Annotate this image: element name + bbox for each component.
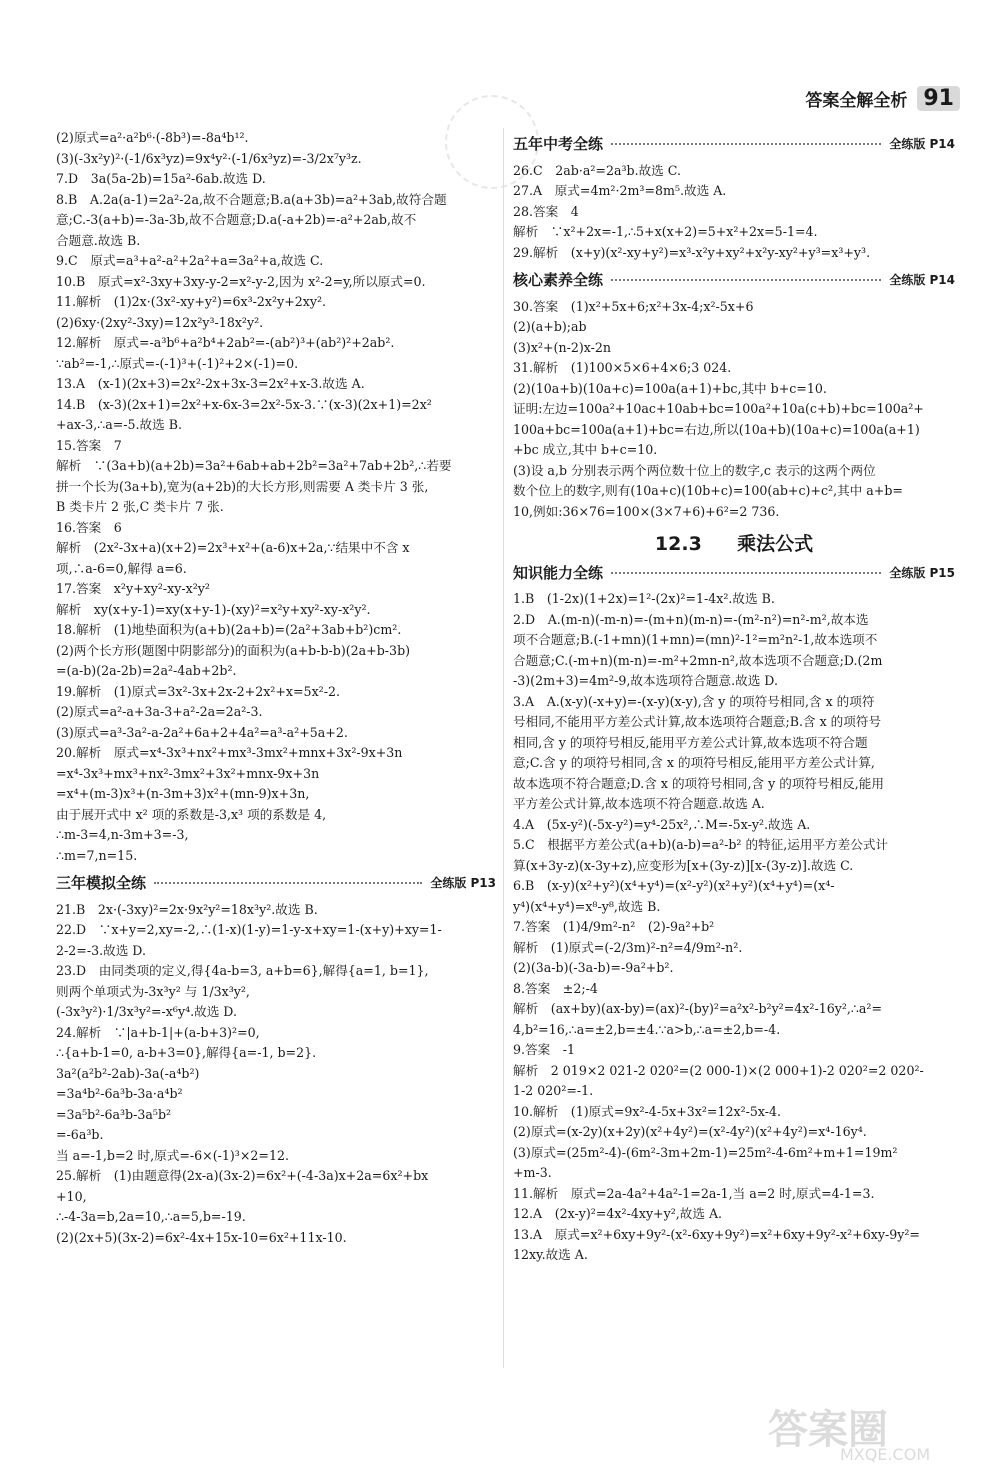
answer-line: (3)原式=a³-3a²-a-2a²+6a+2+4a²=a³-a²+5a+2. [56,724,348,740]
left-answers [56,128,496,866]
answer-line: 14.B (x-3)(2x+1)=2x²+x-6x-3=2x²-5x-3.∵(x-3)(2x+1)=2x² [56,396,432,412]
answer-line: 13.A (x-1)(2x+3)=2x²-2x+3x-3=2x²+x-3.故选 A. [56,376,365,391]
answer-line: 26.C 2ab·a²=2a³b.故选 C. [513,162,681,178]
answer-line: 4,b²=16,∴a=±2,b=±4.∵a>b,∴a=±2,b=-4. [513,1021,781,1037]
section-dots [611,279,881,281]
answer-line: 23.D 由同类项的定义,得{4a-b=3, a+b=6},解得{a=1, b=1}, [56,963,429,978]
answer-line: 2.D A.(m-n)(-m-n)=-(m+n)(m-n)=-(m²-n²)=n²-m²,故本选 [513,611,869,627]
answer-line: (2)两个长方形(题图中阴影部分)的面积为(a+b-b-b)(2a+b-3b) [56,642,411,658]
answer-line: 24.解析 ∵|a+b-1|+(a-b+3)²=0, [56,1024,260,1040]
answer-line: 28.答案 4 [513,203,579,219]
answer-line: =-6a³b. [56,1127,104,1142]
answer-line: 7.答案 (1)4/9m²-n² (2)-9a²+b² [513,919,715,934]
answer-line: =3a⁴b²-6a³b-3a·a⁴b² [56,1086,183,1101]
answer-line: 合题意;C.(-m+n)(m-n)=-m²+2mn-n²,故本选项不合题意;D.(2m [513,652,883,668]
section-header-hexin [513,270,955,291]
answer-line: 13.A 原式=x²+6xy+9y²-(x²-6xy+9y²)=x²+6xy+9y²-x²+6xy-9y²= [513,1226,920,1242]
answer-line: 解析 (2x²-3x+a)(x+2)=2x³+x²+(a-6)x+2a,∵结果中不含 x [56,540,410,555]
left-answers-2 [56,900,496,1249]
chapter-number: 12.3 [654,533,702,555]
answer-line: 10,例如:36×76=100×(3×7+6)+6²=2 736. [513,503,780,519]
answer-line: 19.解析 (1)原式=3x²-3x+2x-2+2x²+x=5x²-2. [56,683,340,699]
answer-line: 解析 (1)原式=(-2/3m)²-n²=4/9m²-n². [513,939,743,955]
section-header-sannian [56,873,496,894]
answer-line: 由于展开式中 x² 项的系数是-3,x³ 项的系数是 4, [56,806,327,822]
answer-line: 数个位上的数字,则有(10a+c)(10b+c)=100(ab+c)+c²,其中 a+b= [513,483,903,498]
answer-line: (2)(a+b);ab [513,319,587,334]
answer-line: (3)设 a,b 分别表示两个两位数十位上的数字,c 表示的这两个两位 [513,462,876,478]
answer-line: 解析 2 019×2 021-2 020²=(2 000-1)×(2 000+1)-2 020²=2 020²- [513,1062,924,1078]
answer-line: =3a⁵b²-6a³b-3a⁵b² [56,1106,172,1122]
section-title: 三年模拟全练 [56,874,147,892]
answer-line: 解析 (ax+by)(ax-by)=(ax)²-(by)²=a²x²-b²y²=4x²-16y²,∴a²= [513,1001,883,1016]
answer-line: 100a+bc=100a(a+1)+bc=右边,所以(10a+b)(10a+c)=100a(a+1) [513,421,920,437]
answer-line: 3.A A.(x-y)(-x+y)=-(x-y)(x-y),含 y 的项符号相同,含 x 的项符 [513,693,875,709]
header-title: 答案全解全析 [805,91,908,111]
answer-line: 平方差公式计算,故本选项不符合题意.故选 A. [513,796,765,811]
section-title: 知识能力全练 [513,563,604,582]
answer-line: 7.D 3a(5a-2b)=15a²-6ab.故选 D. [56,171,266,186]
answer-line: -3)(2m+3)=4m²-9,故本选项符合题意.故选 D. [513,673,778,688]
answer-line: 15.答案 7 [56,437,122,453]
answer-line: 3a²(a²b²-2ab)-3a(-a⁴b²) [56,1065,200,1081]
answer-line: 意;C.-3(a+b)=-3a-3b,故不合题意;D.a(-a+2b)=-a²+2ab,故不 [56,212,417,227]
answer-line: 6.B (x-y)(x²+y²)(x⁴+y⁴)=(x²-y²)(x²+y²)(x⁴+y⁴)=(x⁴- [513,878,835,893]
section-title: 核心素养全练 [513,271,604,289]
answer-line: 9.答案 -1 [513,1042,576,1057]
answer-line: 故本选项不符合题意;D.含 x 的项符号相同,含 y 的项符号相反,能用 [513,775,884,791]
answer-line: B 类卡片 2 张,C 类卡片 7 张. [56,499,224,514]
answer-line: 29.解析 (x+y)(x²-xy+y²)=x³-x²y+xy²+x²y-xy²+y³=x³+y³. [513,244,871,260]
right-answers-3 [513,589,955,1266]
answer-line: (3)x²+(n-2)x-2n [513,339,612,355]
answer-line: 证明:左边=100a²+10ac+10ab+bc=100a²+10a(c+b)+bc=100a²+ [513,401,924,416]
answer-line: 9.C 原式=a³+a²-a²+2a²+a=3a²+a,故选 C. [56,253,324,268]
answer-line: 则两个单项式为-3x³y² 与 1/3x³y², [56,983,250,999]
answer-line: 12xy.故选 A. [513,1247,588,1262]
answer-line: (2)原式=(x-2y)(x+2y)(x²+4y²)=(x²-4y²)(x²+4y²)=x⁴-16y⁴. [513,1124,867,1139]
answer-line: 8.答案 ±2;-4 [513,980,598,996]
answer-line: =x⁴+(m-3)x³+(n-3m+3)x²+(mn-9)x+3n, [56,786,310,801]
answer-line: (2)原式=a²-a+3a-3+a²-2a=2a²-3. [56,704,263,719]
answer-line: 项不合题意;B.(-1+mn)(1+mn)=(mn)²-1²=m²n²-1,故本选项不 [513,632,878,647]
answer-line: 相同,含 y 的项符号相反,能用平方差公式计算,故本选项不符合题 [513,734,868,750]
answer-line: 4.A (5x-y²)(-5x-y²)=y⁴-25x²,∴M=-5x-y².故选 A. [513,816,811,832]
section-ref: 全练版 P13 [430,876,496,890]
answer-line: 意;C.含 y 的项符号相同,含 x 的项符号相反,能用平方差公式计算, [513,755,875,770]
answer-line: 项,∴a-6=0,解得 a=6. [56,560,187,576]
answer-line: 解析 xy(x+y-1)=xy(x+y-1)-(xy)²=x²y+xy²-xy-x²y². [56,601,371,617]
section-dots [611,143,881,145]
answer-line: ∴{a+b-1=0, a-b+3=0},解得{a=-1, b=2}. [56,1045,317,1060]
right-answers-1 [513,161,955,264]
answer-line: +bc 成立,其中 b+c=10. [513,442,658,457]
answer-line: ∵ab²=-1,∴原式=-(-1)³+(-1)²+2×(-1)=0. [56,355,299,371]
answer-line: (2)6xy·(2xy²-3xy)=12x²y³-18x²y². [56,314,264,330]
answer-line: (2)(3a-b)(-3a-b)=-9a²+b². [513,960,674,975]
watermark-url: MXQE.COM [840,1445,931,1464]
answer-line: (2)(2x+5)(3x-2)=6x²-4x+15x-10=6x²+11x-10. [56,1229,347,1245]
watermark-logo: 答案圈 [768,1407,888,1453]
chapter-title: 乘法公式 [737,533,814,555]
answer-line: 1.B (1-2x)(1+2x)=1²-(2x)²=1-4x².故选 B. [513,591,775,606]
answer-line: 号相同,不能用平方差公式计算,故本选项符合题意;B.含 x 的项符号 [513,714,882,729]
answer-line: 27.A 原式=4m²·2m³=8m⁵.故选 A. [513,183,727,198]
answer-line: 12.A (2x-y)²=4x²-4xy+y²,故选 A. [513,1206,723,1221]
answer-line: (3)(-3x²y)²·(-1/6x³yz)=9x⁴y²·(-1/6x³yz)=-3/2x⁷y³z. [56,150,362,166]
answer-line: (2)原式=a²·a²b⁶·(-8b³)=-8a⁴b¹². [56,130,249,145]
answer-line: 17.答案 x²y+xy²-xy-x²y² [56,581,210,596]
section-ref: 全练版 P14 [889,273,955,287]
answer-line: (-3x³y²)·1/3x³y²=-x⁶y⁴.故选 D. [56,1004,237,1019]
answer-line: +m-3. [513,1165,552,1180]
answer-line: ∴-4-3a=b,2a=10,∴a=5,b=-19. [56,1209,246,1224]
answer-line: 拼一个长为(3a+b),宽为(a+2b)的大长方形,则需要 A 类卡片 3 张, [56,478,429,494]
answer-line: 25.解析 (1)由题意得(2x-a)(3x-2)=6x²+(-4-3a)x+2a=6x²+bx [56,1168,429,1183]
answer-line: 8.B A.2a(a-1)=2a²-2a,故不合题意;B.a(a+3b)=a²+3ab,故符合题 [56,191,447,207]
answer-line: 10.解析 (1)原式=9x²-4-5x+3x²=12x²-5x-4. [513,1103,782,1119]
answer-line: =x⁴-3x³+mx³+nx²-3mx²+3x²+mnx-9x+3n [56,765,320,781]
answer-line: 12.解析 原式=-a³b⁶+a²b⁴+2ab²=-(ab²)³+(ab²)²+2ab². [56,335,395,350]
answer-line: 解析 ∵x²+2x=-1,∴5+x(x+2)=5+x²+2x=5-1=4. [513,224,818,239]
answer-line: 21.B 2x·(-3xy)²=2x·9x²y²=18x³y².故选 B. [56,901,318,917]
left-column [56,128,496,1248]
section-ref: 全练版 P15 [889,565,955,580]
right-answers-2 [513,297,955,523]
answer-line: 5.C 根据平方差公式(a+b)(a-b)=a²-b² 的特征,运用平方差公式计 [513,837,889,852]
answer-line: 算(x+3y-z)(x-3y+z),应变形为[x+(3y-z)][x-(3y-z)].故选 C. [513,857,854,873]
section-dots [154,882,422,884]
section-title: 五年中考全练 [513,135,604,153]
answer-line: 解析 ∵(3a+b)(a+2b)=3a²+6ab+ab+2b²=3a²+7ab+2b²,∴若要 [56,458,452,473]
answer-line: 16.答案 6 [56,519,122,535]
answer-line: (3)原式=(25m²-4)-(6m²-3m+2m-1)=25m²-4-6m²+m+1=19m² [513,1144,898,1160]
answer-line: 11.解析 (1)2x·(3x²-xy+y²)=6x³-2x²y+2xy². [56,294,327,309]
answer-line: 当 a=-1,b=2 时,原式=-6×(-1)³×2=12. [56,1147,290,1163]
section-header-zhishi [513,563,955,584]
answer-line: +10, [56,1188,87,1204]
answer-line: 22.D ∵x+y=2,xy=-2,∴(1-x)(1-y)=1-y-x+xy=1-(x+y)+xy=1- [56,922,442,937]
answer-line: 10.B 原式=x²-3xy+3xy-y-2=x²-y-2,因为 x²-2=y,所以原式=0. [56,273,426,289]
section-dots [611,572,881,574]
answer-line: 1-2 020²=-1. [513,1083,594,1098]
page-header [805,86,960,111]
answer-line: ∴m-3=4,n-3m+3=-3, [56,827,189,842]
answer-line: 18.解析 (1)地垫面积为(a+b)(2a+b)=(2a²+3ab+b²)cm². [56,622,402,637]
answer-line: 30.答案 (1)x²+5x+6;x²+3x-4;x²-5x+6 [513,298,754,314]
answer-line: 31.解析 (1)100×5×6+4×6;3 024. [513,360,732,375]
section-ref: 全练版 P14 [889,137,955,151]
answer-line: +ax-3,∴a=-5.故选 B. [56,417,183,432]
answer-line: y⁴)(x⁴+y⁴)=x⁸-y⁸,故选 B. [513,898,661,914]
answer-line: 2-2=-3.故选 D. [56,942,146,958]
answer-line: 11.解析 原式=2a-4a²+4a²-1=2a-1,当 a=2 时,原式=4-1=3. [513,1185,875,1201]
column-divider [503,128,504,1368]
section-header-wunian [513,134,955,155]
right-column [513,128,955,1266]
answer-line: (2)(10a+b)(10a+c)=100a(a+1)+bc,其中 b+c=10. [513,380,827,396]
chapter-heading [513,534,955,555]
answer-line: 20.解析 原式=x⁴-3x³+nx²+mx³-3mx²+mnx+3x²-9x+3n [56,745,403,760]
answer-line: =(a-b)(2a-2b)=2a²-4ab+2b². [56,663,237,678]
page-number: 91 [917,86,960,111]
answer-line: 合题意.故选 B. [56,232,141,248]
answer-line: ∴m=7,n=15. [56,847,138,863]
